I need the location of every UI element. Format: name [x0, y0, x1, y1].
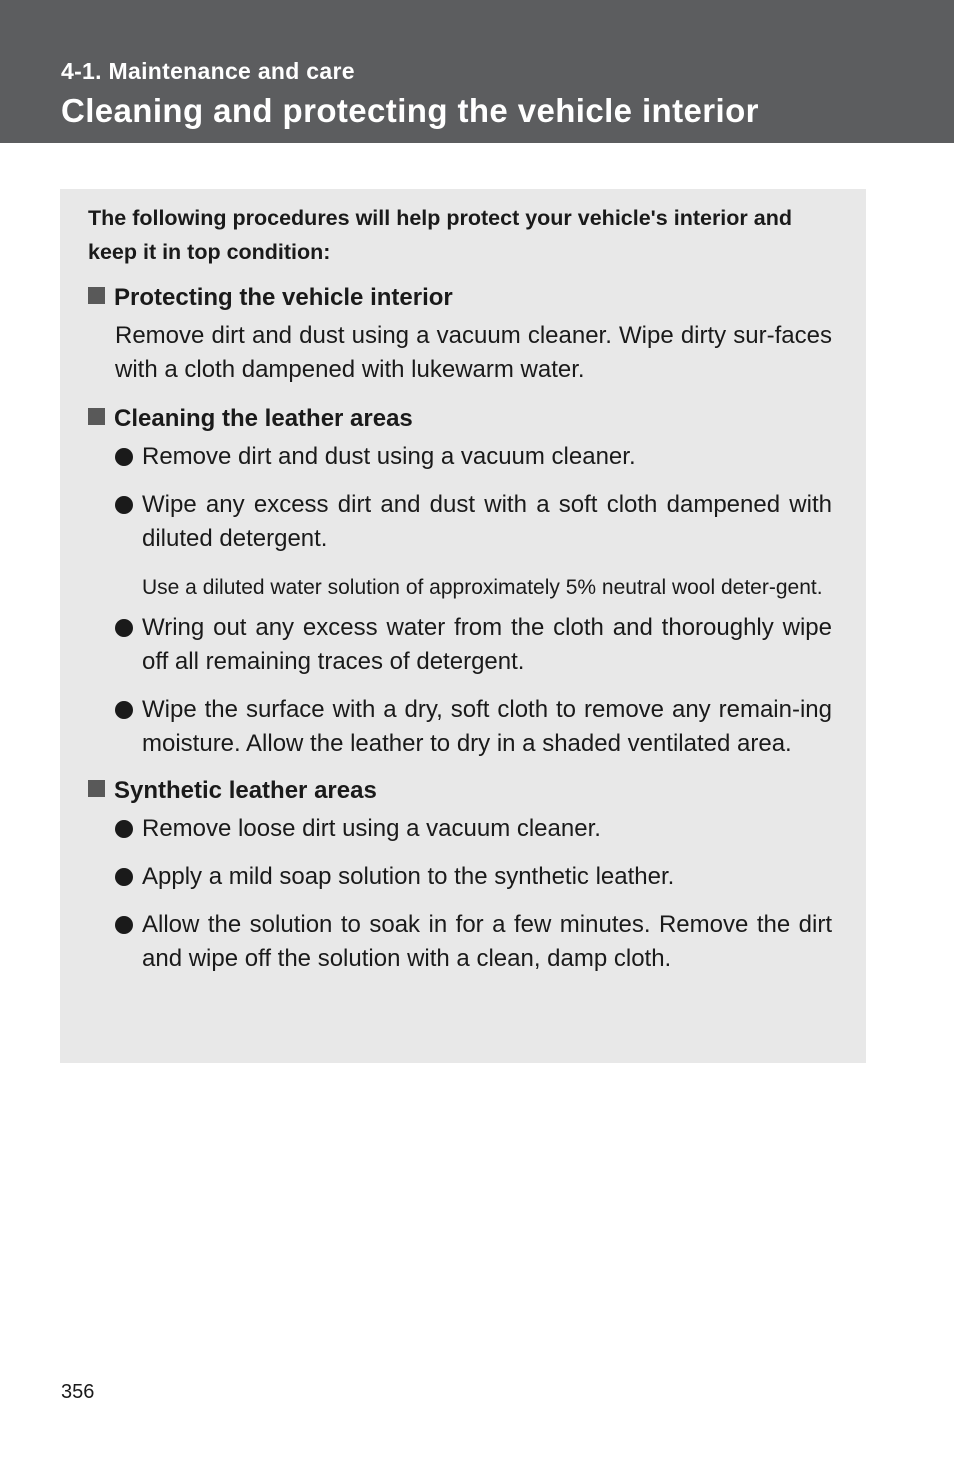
content-panel [60, 189, 866, 1063]
list-item [88, 611, 832, 679]
intro-text: The following procedures will help protect your vehicle's interior and keep it in top condition: [88, 206, 792, 264]
list-item [88, 908, 832, 976]
subhead-protecting [88, 281, 832, 315]
subhead-label: Synthetic leather areas [114, 777, 377, 804]
list-item [88, 812, 832, 846]
section-label: 4-1. Maintenance and care [61, 58, 355, 84]
subhead-label: Protecting the vehicle interior [114, 284, 453, 311]
round-bullet-icon [115, 448, 133, 466]
list-item-text: Wipe the surface with a dry, soft cloth to remove any remain-ing moisture. Allow the leather to dry in a shaded ventilated area. [142, 696, 832, 757]
content-panel-inner [88, 201, 832, 976]
page-header [0, 0, 954, 143]
round-bullet-icon [115, 619, 133, 637]
page-number: 356 [61, 1381, 95, 1403]
list-item-text: Remove dirt and dust using a vacuum cleaner. [142, 443, 636, 470]
square-bullet-icon [88, 287, 105, 304]
round-bullet-icon [115, 868, 133, 886]
list-item [88, 860, 832, 894]
list-item-text: Apply a mild soap solution to the synthetic leather. [142, 863, 675, 890]
subhead-leather [88, 402, 832, 436]
detergent-note: Use a diluted water solution of approximately 5% neutral wool deter-gent. [142, 576, 823, 599]
list-item-text: Wipe any excess dirt and dust with a soft cloth dampened with diluted detergent. [142, 491, 832, 552]
subhead-label: Cleaning the leather areas [114, 405, 413, 432]
list-item-text: Wring out any excess water from the cloth and thoroughly wipe off all remaining traces of detergent. [142, 614, 832, 675]
square-bullet-icon [88, 408, 105, 425]
round-bullet-icon [115, 820, 133, 838]
round-bullet-icon [115, 701, 133, 719]
list-item-text: Allow the solution to soak in for a few minutes. Remove the dirt and wipe off the solution with a clean, damp cloth. [142, 911, 832, 972]
list-item [88, 488, 832, 556]
round-bullet-icon [115, 496, 133, 514]
list-item [88, 693, 832, 761]
round-bullet-icon [115, 916, 133, 934]
list-item-text: Remove loose dirt using a vacuum cleaner. [142, 815, 601, 842]
square-bullet-icon [88, 780, 105, 797]
subhead-synthetic [88, 774, 832, 808]
page-title: Cleaning and protecting the vehicle interior [61, 92, 759, 129]
list-item [88, 440, 832, 474]
protecting-text: Remove dirt and dust using a vacuum cleaner. Wipe dirty sur-faces with a cloth dampened with lukewarm water. [115, 322, 832, 383]
